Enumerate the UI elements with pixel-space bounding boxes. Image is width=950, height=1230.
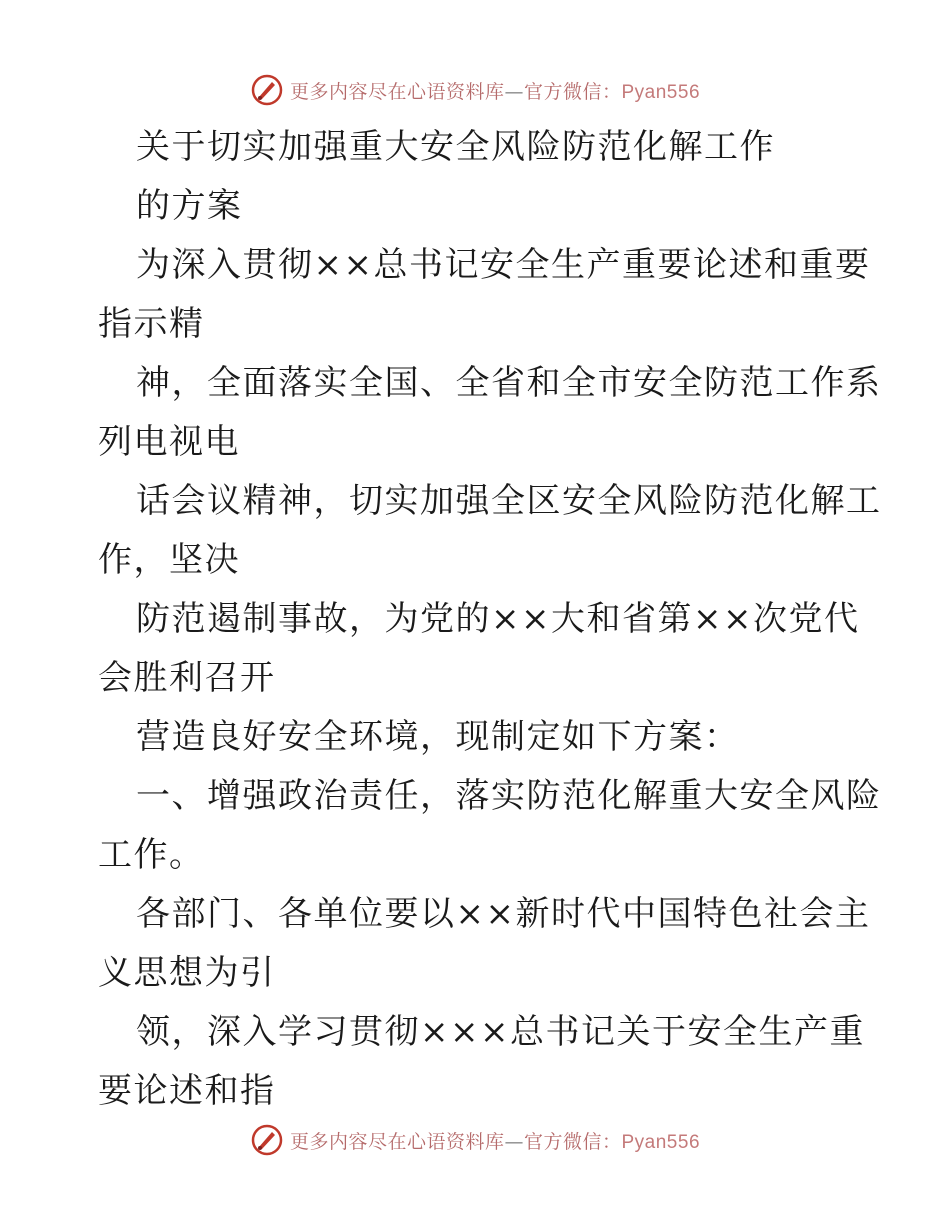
logo-icon (250, 73, 284, 107)
banner-site-name: 更多内容尽在心语资料库 (289, 80, 505, 103)
document-line: 要论述和指 (98, 1071, 276, 1111)
document-line: 神，全面落实全国、全省和全市安全防范工作系 (136, 363, 882, 403)
banner-wechat-id: Pyan556 (621, 81, 701, 103)
banner-site-name: 更多内容尽在心语资料库 (289, 1130, 505, 1153)
document-line: 营造良好安全环境，现制定如下方案： (136, 717, 740, 757)
banner-wechat-id: Pyan556 (621, 1131, 701, 1153)
document-line: 防范遏制事故，为党的××大和省第××次党代 (136, 599, 860, 639)
document-line: 列电视电 (98, 422, 240, 462)
document-line: 关于切实加强重大安全风险防范化解工作 (136, 127, 775, 167)
document-line: 会胜利召开 (98, 658, 276, 698)
document-line: 一、增强政治责任，落实防范化解重大安全风险 (136, 776, 882, 816)
document-line: 工作。 (98, 835, 205, 875)
header-banner (0, 70, 950, 110)
document-line: 话会议精神，切实加强全区安全风险防范化解工 (136, 481, 882, 521)
document-line: 义思想为引 (98, 953, 276, 993)
document-line: 指示精 (98, 304, 205, 344)
footer-banner (0, 1120, 950, 1160)
banner-separator: — (504, 80, 524, 103)
document-line: 的方案 (136, 186, 243, 226)
document-line: 作，坚决 (98, 540, 240, 580)
banner-text (290, 1127, 700, 1154)
document-body (98, 118, 882, 1121)
logo-icon (250, 1123, 284, 1157)
banner-wechat-label: 官方微信： (523, 80, 622, 103)
document-line: 领，深入学习贯彻×××总书记关于安全生产重 (136, 1012, 865, 1052)
banner-separator: — (504, 1130, 524, 1153)
banner-wechat-label: 官方微信： (523, 1130, 622, 1153)
banner-text (290, 77, 700, 104)
document-line: 各部门、各单位要以××新时代中国特色社会主 (136, 894, 871, 934)
document-line: 为深入贯彻××总书记安全生产重要论述和重要 (136, 245, 871, 285)
